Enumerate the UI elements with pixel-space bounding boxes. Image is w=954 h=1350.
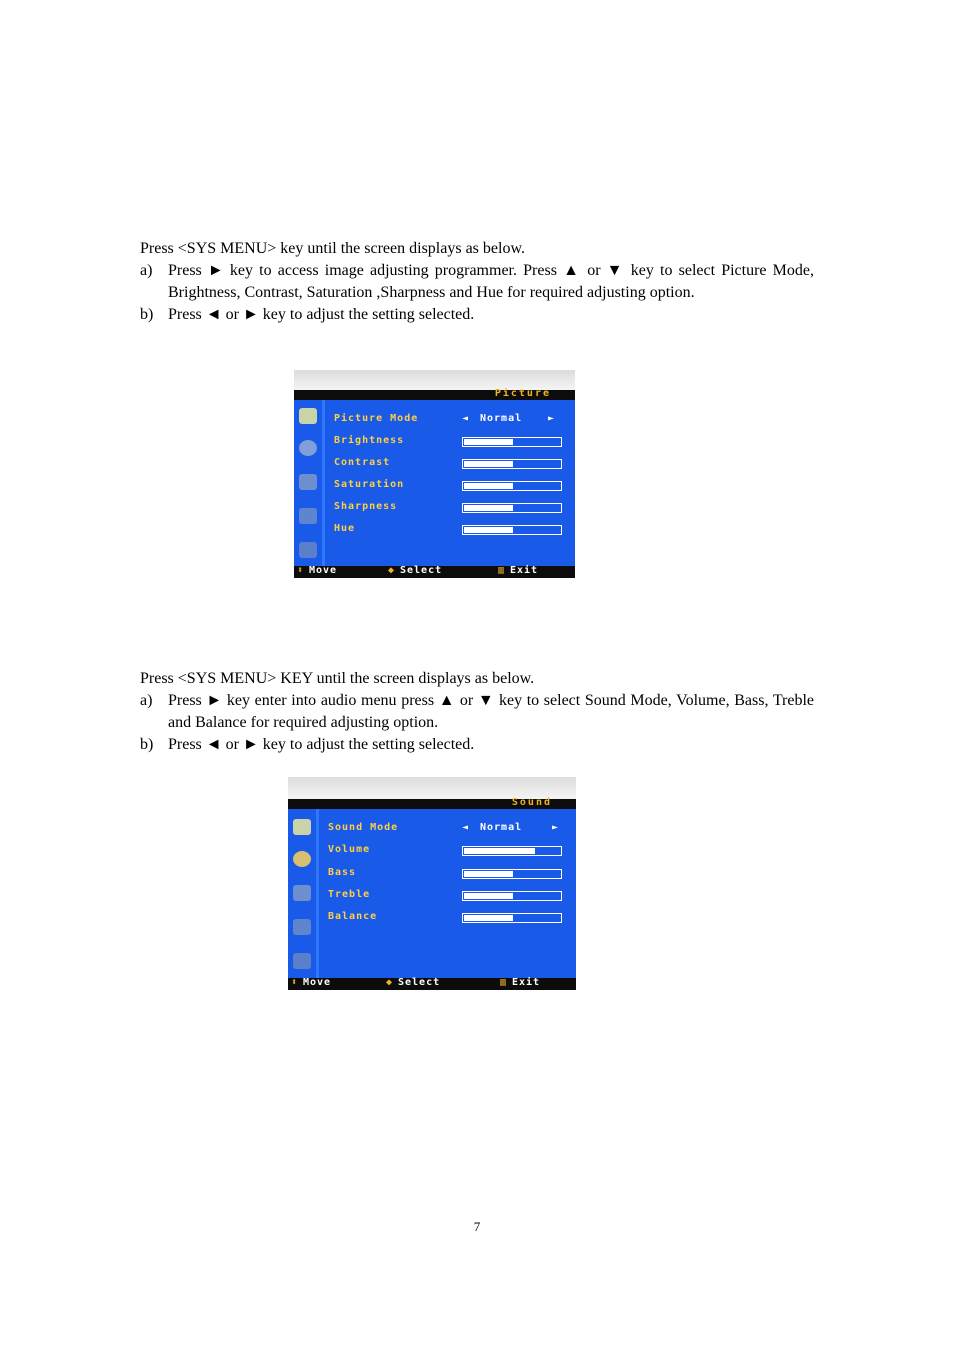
row-label: Saturation bbox=[334, 479, 405, 490]
picture-menu-screenshot bbox=[294, 370, 575, 578]
level-fill bbox=[464, 893, 513, 899]
setup-tab-icon bbox=[293, 885, 311, 901]
osd-row-sharpness bbox=[334, 501, 397, 515]
row-value: Normal bbox=[480, 822, 523, 833]
select-icon: ◆ bbox=[386, 977, 394, 988]
level-bar bbox=[462, 913, 562, 923]
instruction-item bbox=[140, 734, 814, 756]
item-marker: a) bbox=[140, 262, 153, 279]
level-fill bbox=[464, 461, 513, 467]
row-label: Contrast bbox=[334, 457, 391, 468]
source-tab-icon bbox=[293, 953, 311, 969]
item-marker: a) bbox=[140, 692, 153, 709]
footer-move: Move bbox=[309, 565, 338, 576]
sound-tab-icon bbox=[299, 440, 317, 456]
right-arrow-icon: ► bbox=[548, 413, 556, 424]
osd-footer bbox=[294, 566, 575, 578]
left-arrow-icon: ◄ bbox=[462, 413, 470, 424]
setup-tab-icon bbox=[299, 474, 317, 490]
footer-select: Select bbox=[398, 977, 441, 988]
item-text: Press ► key enter into audio menu press ▲ or ▼ key to select Sound Mode, Volume, Bass, Treble and Balance for required adjusting option. bbox=[168, 692, 814, 731]
osd-row-picture-mode bbox=[334, 413, 556, 427]
sound-tab-icon bbox=[293, 851, 311, 867]
osd-row-contrast bbox=[334, 457, 390, 471]
item-marker: b) bbox=[140, 736, 154, 753]
function-tab-icon bbox=[293, 919, 311, 935]
picture-tab-icon bbox=[293, 819, 311, 835]
function-tab-icon bbox=[299, 508, 317, 524]
level-bar bbox=[462, 846, 562, 856]
osd-title: Sound bbox=[511, 797, 552, 808]
osd-row-volume bbox=[328, 844, 370, 858]
osd-top-strip bbox=[288, 777, 576, 799]
level-bar bbox=[462, 525, 562, 535]
item-text: Press ◄ or ► key to adjust the setting selected. bbox=[168, 736, 475, 753]
level-fill bbox=[464, 848, 535, 854]
row-label: Sharpness bbox=[334, 501, 398, 512]
left-arrow-icon: ◄ bbox=[462, 822, 470, 833]
osd-icon-column bbox=[294, 400, 325, 566]
level-bar bbox=[462, 503, 562, 513]
osd-row-hue bbox=[334, 523, 355, 537]
select-icon: ◆ bbox=[388, 565, 396, 576]
footer-exit: Exit bbox=[512, 977, 541, 988]
osd-row-balance bbox=[328, 911, 377, 925]
osd-row-sound-mode bbox=[328, 822, 560, 836]
item-text: Press ◄ or ► key to adjust the setting selected. bbox=[168, 306, 475, 323]
row-label: Volume bbox=[328, 844, 371, 855]
level-bar bbox=[462, 891, 562, 901]
menu-key-icon: ▥ bbox=[500, 977, 508, 988]
level-fill bbox=[464, 527, 513, 533]
menu-key-icon: ▥ bbox=[498, 565, 506, 576]
instruction-item bbox=[140, 260, 814, 304]
osd-top-strip bbox=[294, 370, 575, 390]
level-bar bbox=[462, 459, 562, 469]
row-label: Treble bbox=[328, 889, 371, 900]
picture-intro: Press <SYS MENU> key until the screen displays as below. bbox=[140, 240, 525, 257]
level-fill bbox=[464, 439, 513, 445]
item-text: Press ► key to access image adjusting programmer. Press ▲ or ▼ key to select Picture Mode, Brightness, Contrast, Saturation ,Sharpness and Hue for required adjusting option. bbox=[168, 262, 814, 301]
osd-row-treble bbox=[328, 889, 370, 903]
picture-instructions bbox=[140, 238, 814, 326]
row-label: Balance bbox=[328, 911, 378, 922]
level-bar bbox=[462, 437, 562, 447]
right-arrow-icon: ► bbox=[552, 822, 560, 833]
level-fill bbox=[464, 915, 513, 921]
move-icon: ⬍ bbox=[297, 565, 305, 576]
sound-intro: Press <SYS MENU> KEY until the screen displays as below. bbox=[140, 670, 535, 687]
row-label: Bass bbox=[328, 867, 357, 878]
level-bar bbox=[462, 481, 562, 491]
osd-icon-column bbox=[288, 809, 319, 978]
level-fill bbox=[464, 505, 513, 511]
osd-title-bar bbox=[288, 799, 576, 809]
row-label: Picture Mode bbox=[334, 413, 419, 424]
footer-move: Move bbox=[303, 977, 332, 988]
footer-exit: Exit bbox=[510, 565, 539, 576]
osd-row-bass bbox=[328, 867, 356, 881]
osd-title-bar bbox=[294, 390, 575, 400]
level-fill bbox=[464, 483, 513, 489]
page-number: 7 bbox=[473, 1219, 481, 1234]
level-fill bbox=[464, 871, 513, 877]
row-label: Hue bbox=[334, 523, 356, 534]
source-tab-icon bbox=[299, 542, 317, 558]
instruction-item bbox=[140, 690, 814, 734]
row-label: Brightness bbox=[334, 435, 405, 446]
sound-instructions bbox=[140, 668, 814, 756]
picture-tab-icon bbox=[299, 408, 317, 424]
row-label: Sound Mode bbox=[328, 822, 399, 833]
osd-row-brightness bbox=[334, 435, 404, 449]
item-marker: b) bbox=[140, 306, 154, 323]
osd-title: Picture bbox=[494, 388, 551, 399]
osd-row-saturation bbox=[334, 479, 404, 493]
row-value: Normal bbox=[480, 413, 523, 424]
footer-select: Select bbox=[400, 565, 443, 576]
instruction-item bbox=[140, 304, 814, 326]
move-icon: ⬍ bbox=[291, 977, 299, 988]
sound-menu-screenshot bbox=[288, 777, 576, 990]
level-bar bbox=[462, 869, 562, 879]
osd-footer bbox=[288, 978, 576, 990]
